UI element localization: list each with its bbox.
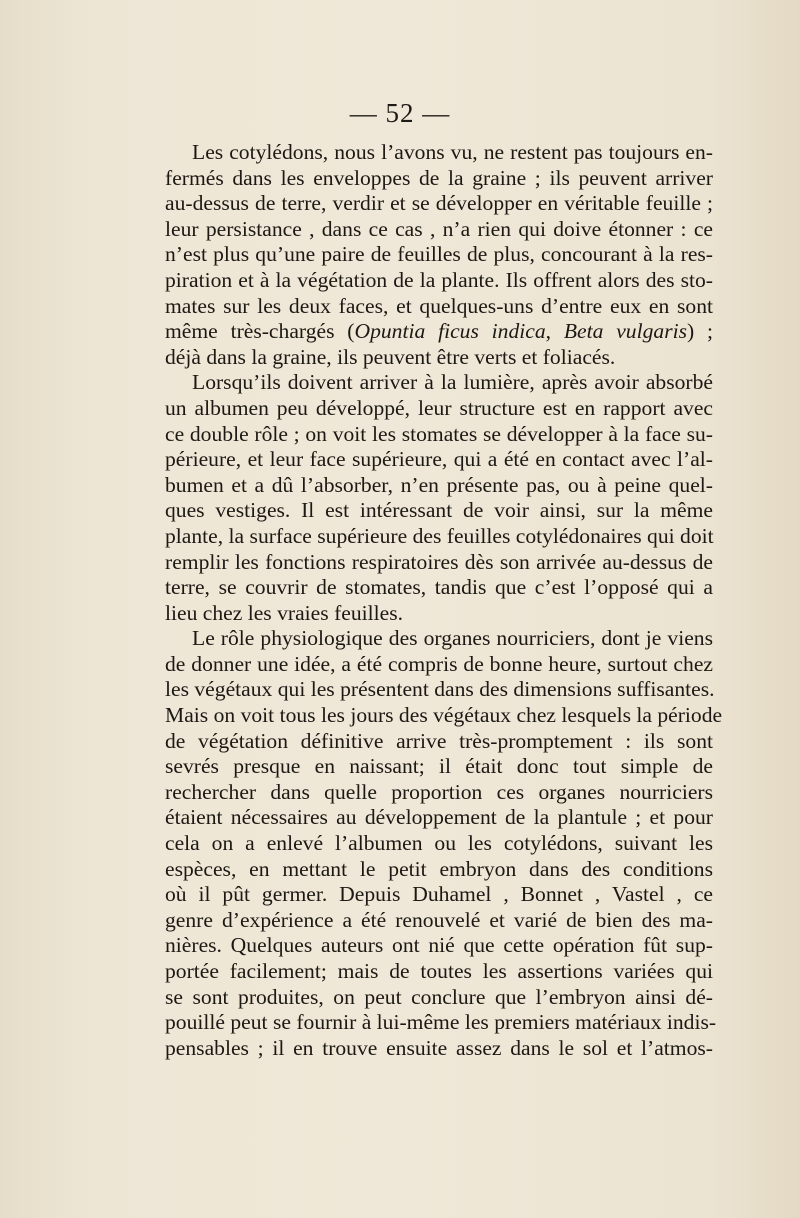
text-line: de donner une idée, a été compris de bonne heure, surtout chez bbox=[165, 651, 713, 676]
text-line: Mais on voit tous les jours des végétaux chez lesquels la période bbox=[165, 703, 723, 728]
text-line: n’est plus qu’une paire de feuilles de plus, concourant à la res- bbox=[165, 242, 713, 267]
text-line: lieu chez les vraies feuilles. bbox=[165, 600, 404, 625]
text-line: pouillé peut se fournir à lui-même les premiers matériaux indis- bbox=[165, 1010, 717, 1035]
text-line: terre, se couvrir de stomates, tandis que c’est l’opposé qui a bbox=[165, 575, 713, 600]
text-line: pensables ; il en trouve ensuite assez dans le sol et l’atmos- bbox=[165, 1035, 713, 1060]
italic-species-name: Beta vulgaris bbox=[563, 319, 687, 344]
text-line: Les cotylédons, nous l’avons vu, ne restent pas toujours en- bbox=[192, 140, 713, 164]
text-line: de végétation définitive arrive très-promptement : ils sont bbox=[165, 728, 713, 753]
text-line: Lorsqu’ils doivent arriver à la lumière, après avoir absorbé bbox=[192, 370, 713, 395]
body-text bbox=[165, 140, 723, 1061]
text-line: piration et à la végétation de la plante. Ils offrent alors des sto- bbox=[165, 267, 713, 292]
text-line: étaient nécessaires au développement de la plantule ; et pour bbox=[165, 805, 713, 830]
text-line: bumen et a dû l’absorber, n’en présente pas, ou à peine quel- bbox=[165, 472, 713, 497]
text-line: espèces, en mettant le petit embryon dans des conditions bbox=[165, 856, 713, 881]
text-line: périeure, et leur face supérieure, qui a été en contact avec l’al- bbox=[165, 447, 713, 472]
text-line: genre d’expérience a été renouvelé et varié de bien des ma- bbox=[165, 907, 713, 932]
text-line: remplir les fonctions respiratoires dès son arrivée au-dessus de bbox=[165, 549, 713, 574]
text-line: se sont produites, on peut conclure que l’embryon ainsi dé- bbox=[165, 984, 713, 1009]
text-line: ques vestiges. Il est intéressant de voir ainsi, sur la même bbox=[165, 498, 713, 523]
text-fragment: , bbox=[545, 319, 564, 344]
text-line: nières. Quelques auteurs ont nié que cette opération fût sup- bbox=[165, 933, 713, 958]
text-line: au-dessus de terre, verdir et se développer en véritable feuille ; bbox=[165, 191, 713, 216]
text-line: leur persistance , dans ce cas , n’a rien qui doive étonner : ce bbox=[165, 216, 713, 241]
text-fragment: ) ; bbox=[687, 319, 713, 344]
text-line bbox=[165, 319, 713, 345]
page-number-header: — 52 — bbox=[349, 98, 451, 128]
text-fragment: même très-chargés ( bbox=[165, 319, 355, 344]
text-line: Le rôle physiologique des organes nourriciers, dont je viens bbox=[192, 626, 713, 651]
text-line: un albumen peu développé, leur structure est en rapport avec bbox=[165, 395, 713, 420]
text-line: ce double rôle ; on voit les stomates se développer à la face su- bbox=[165, 421, 713, 446]
text-line: cela on a enlevé l’albumen ou les cotylédons, suivant les bbox=[165, 831, 713, 856]
text-line: fermés dans les enveloppes de la graine ; ils peuvent arriver bbox=[165, 165, 713, 190]
italic-species-name: Opuntia ficus indica bbox=[354, 319, 546, 344]
text-line: rechercher dans quelle proportion ces organes nourriciers bbox=[165, 779, 713, 804]
text-line: où il pût germer. Depuis Duhamel , Bonnet , Vastel , ce bbox=[165, 882, 713, 907]
text-line: mates sur les deux faces, et quelques-uns d’entre eux en sont bbox=[165, 293, 713, 318]
text-line: portée facilement; mais de toutes les assertions variées qui bbox=[165, 959, 713, 983]
text-line: plante, la surface supérieure des feuilles cotylédonaires qui doit bbox=[165, 523, 714, 548]
text-line: sevrés presque en naissant; il était donc tout simple de bbox=[165, 754, 713, 779]
text-line: les végétaux qui les présentent dans des dimensions suffisantes. bbox=[165, 677, 715, 702]
text-line: déjà dans la graine, ils peuvent être verts et foliacés. bbox=[165, 344, 616, 369]
